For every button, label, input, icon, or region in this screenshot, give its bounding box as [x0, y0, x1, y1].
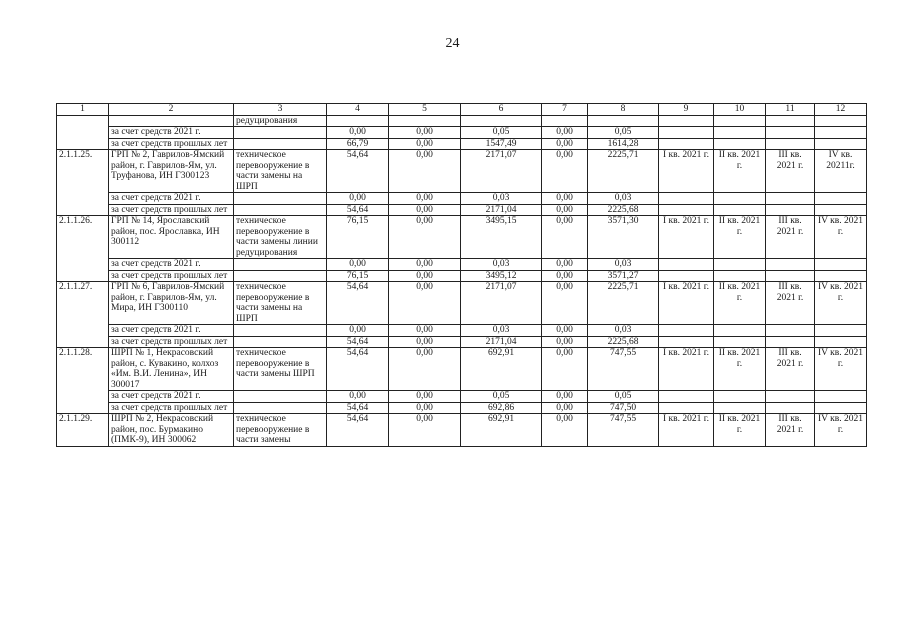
- value-v6: 0,05: [461, 127, 542, 139]
- quarter-q11: III кв. 2021 г.: [766, 150, 815, 193]
- empty-cell: [659, 115, 714, 127]
- empty-cell: [714, 193, 766, 205]
- empty-cell: [714, 336, 766, 348]
- empty-cell: [659, 193, 714, 205]
- value-v5: 0,00: [389, 193, 461, 205]
- quarter-q10: II кв. 2021 г.: [714, 216, 766, 259]
- work-description: техническое перевооружение в части замены линии редуцирования: [234, 216, 327, 259]
- value-v4: 54,64: [327, 204, 389, 216]
- quarter-q11: III кв. 2021 г.: [766, 282, 815, 325]
- value-v5: 0,00: [389, 325, 461, 337]
- empty-cell: [766, 138, 815, 150]
- investment-table: [56, 103, 867, 447]
- value-v8: 2225,71: [588, 150, 659, 193]
- empty-cell: [766, 259, 815, 271]
- value-v4: 54,64: [327, 414, 389, 447]
- value-v5: 0,00: [389, 348, 461, 391]
- funding-label: за счет средств 2021 г.: [109, 193, 234, 205]
- funding-row: [57, 336, 867, 348]
- empty-cell: [659, 336, 714, 348]
- empty-cell: [234, 259, 327, 271]
- empty-cell: [714, 138, 766, 150]
- empty-cell: [766, 336, 815, 348]
- col-header-11: 11: [766, 104, 815, 116]
- item-name-cell: [109, 115, 234, 127]
- item-row: [57, 216, 867, 259]
- value-v5: 0,00: [389, 138, 461, 150]
- empty-cell: [815, 325, 867, 337]
- value-v4: 54,64: [327, 402, 389, 414]
- value-v8: 0,03: [588, 325, 659, 337]
- value-v8: 2225,71: [588, 282, 659, 325]
- value-v8: 2225,68: [588, 336, 659, 348]
- quarter-q9: I кв. 2021 г.: [659, 150, 714, 193]
- empty-cell: [766, 115, 815, 127]
- value-v7: 0,00: [542, 216, 588, 259]
- empty-cell: [234, 127, 327, 139]
- value-v8: 0,05: [588, 127, 659, 139]
- item-id: 2.1.1.26.: [57, 216, 109, 282]
- item-row: [57, 348, 867, 391]
- quarter-q12: IV кв. 2021 г.: [815, 282, 867, 325]
- funding-row: [57, 204, 867, 216]
- quarter-q12: IV кв. 2021 г.: [815, 216, 867, 259]
- quarter-q10: II кв. 2021 г.: [714, 414, 766, 447]
- work-description: техническое перевооружение в части замены на ШРП: [234, 150, 327, 193]
- value-v4: 0,00: [327, 391, 389, 403]
- col-header-2: 2: [109, 104, 234, 116]
- empty-cell: [234, 391, 327, 403]
- value-v7: 0,00: [542, 150, 588, 193]
- value-v5: 0,00: [389, 391, 461, 403]
- value-v7: 0,00: [542, 193, 588, 205]
- empty-cell: [815, 402, 867, 414]
- empty-cell: [234, 270, 327, 282]
- empty-cell: [815, 193, 867, 205]
- empty-cell: [815, 391, 867, 403]
- value-v8: 1614,28: [588, 138, 659, 150]
- table-body: [57, 104, 867, 447]
- funding-row: [57, 325, 867, 337]
- empty-cell: [714, 270, 766, 282]
- col-header-6: 6: [461, 104, 542, 116]
- work-description: техническое перевооружение в части замены: [234, 414, 327, 447]
- value-v5: 0,00: [389, 127, 461, 139]
- empty-cell: [714, 325, 766, 337]
- quarter-q11: III кв. 2021 г.: [766, 348, 815, 391]
- value-v4: 0,00: [327, 193, 389, 205]
- empty-cell: [766, 391, 815, 403]
- value-v7: 0,00: [542, 391, 588, 403]
- empty-cell: [815, 127, 867, 139]
- funding-label: за счет средств прошлых лет: [109, 138, 234, 150]
- value-v8: 0,03: [588, 193, 659, 205]
- empty-cell: [234, 336, 327, 348]
- value-v6: 692,86: [461, 402, 542, 414]
- funding-label: за счет средств 2021 г.: [109, 391, 234, 403]
- item-id-cell: [57, 115, 109, 150]
- empty-cell: [714, 127, 766, 139]
- empty-cell: [659, 270, 714, 282]
- value-v4: 76,15: [327, 216, 389, 259]
- value-v4: 54,64: [327, 348, 389, 391]
- empty-cell: [766, 270, 815, 282]
- item-id: 2.1.1.29.: [57, 414, 109, 447]
- value-v6: 3495,12: [461, 270, 542, 282]
- item-name: ГРП № 6, Гаврилов-Ямский район, г. Гаврилов-Ям, ул. Мира, ИН Г300110: [109, 282, 234, 325]
- empty-cell: [766, 127, 815, 139]
- empty-cell: [588, 115, 659, 127]
- quarter-q12: IV кв. 2021 г.: [815, 414, 867, 447]
- empty-cell: [714, 402, 766, 414]
- value-v6: 2171,04: [461, 336, 542, 348]
- col-header-8: 8: [588, 104, 659, 116]
- empty-cell: [659, 204, 714, 216]
- value-v5: 0,00: [389, 204, 461, 216]
- value-v6: 0,03: [461, 325, 542, 337]
- col-header-3: 3: [234, 104, 327, 116]
- empty-cell: [234, 204, 327, 216]
- empty-cell: [234, 325, 327, 337]
- value-v7: 0,00: [542, 204, 588, 216]
- value-v5: 0,00: [389, 414, 461, 447]
- item-row: [57, 150, 867, 193]
- value-v7: 0,00: [542, 282, 588, 325]
- empty-cell: [659, 138, 714, 150]
- funding-label: за счет средств 2021 г.: [109, 127, 234, 139]
- value-v8: 3571,27: [588, 270, 659, 282]
- value-v7: 0,00: [542, 336, 588, 348]
- funding-row: [57, 127, 867, 139]
- value-v7: 0,00: [542, 414, 588, 447]
- value-v5: 0,00: [389, 150, 461, 193]
- value-v7: 0,00: [542, 270, 588, 282]
- empty-cell: [766, 325, 815, 337]
- item-id: 2.1.1.25.: [57, 150, 109, 216]
- empty-cell: [234, 193, 327, 205]
- item-row: [57, 414, 867, 447]
- empty-cell: [389, 115, 461, 127]
- value-v5: 0,00: [389, 216, 461, 259]
- value-v4: 54,64: [327, 282, 389, 325]
- item-name: ШРП № 1, Некрасовский район, с. Кувакино, колхоз «Им. В.И. Ленина», ИН 300017: [109, 348, 234, 391]
- item-id: 2.1.1.27.: [57, 282, 109, 348]
- funding-label: за счет средств прошлых лет: [109, 336, 234, 348]
- value-v6: 2171,07: [461, 150, 542, 193]
- quarter-q10: II кв. 2021 г.: [714, 150, 766, 193]
- value-v6: 3495,15: [461, 216, 542, 259]
- empty-cell: [766, 204, 815, 216]
- empty-cell: [815, 336, 867, 348]
- funding-row: [57, 391, 867, 403]
- value-v8: 2225,68: [588, 204, 659, 216]
- empty-cell: [234, 402, 327, 414]
- empty-cell: [815, 115, 867, 127]
- value-v4: 54,64: [327, 336, 389, 348]
- quarter-q9: I кв. 2021 г.: [659, 216, 714, 259]
- funding-row: [57, 402, 867, 414]
- quarter-q11: III кв. 2021 г.: [766, 414, 815, 447]
- quarter-q10: II кв. 2021 г.: [714, 348, 766, 391]
- col-header-4: 4: [327, 104, 389, 116]
- carry-over-row: [57, 115, 867, 127]
- empty-cell: [659, 402, 714, 414]
- value-v5: 0,00: [389, 270, 461, 282]
- col-header-5: 5: [389, 104, 461, 116]
- work-description: техническое перевооружение в части замены ШРП: [234, 348, 327, 391]
- value-v7: 0,00: [542, 138, 588, 150]
- work-description: техническое перевооружение в части замены на ШРП: [234, 282, 327, 325]
- value-v4: 54,64: [327, 150, 389, 193]
- value-v7: 0,00: [542, 259, 588, 271]
- quarter-q12: IV кв. 20211г.: [815, 150, 867, 193]
- value-v8: 747,50: [588, 402, 659, 414]
- value-v8: 0,03: [588, 259, 659, 271]
- item-row: [57, 282, 867, 325]
- item-name: ШРП № 2, Некрасовский район, пос. Бурмакино (ПМК-9), ИН 300062: [109, 414, 234, 447]
- empty-cell: [766, 402, 815, 414]
- value-v5: 0,00: [389, 336, 461, 348]
- value-v4: 76,15: [327, 270, 389, 282]
- empty-cell: [714, 204, 766, 216]
- value-v7: 0,00: [542, 402, 588, 414]
- empty-cell: [714, 115, 766, 127]
- empty-cell: [815, 204, 867, 216]
- value-v6: 1547,49: [461, 138, 542, 150]
- value-v7: 0,00: [542, 348, 588, 391]
- funding-row: [57, 138, 867, 150]
- value-v6: 0,05: [461, 391, 542, 403]
- quarter-q10: II кв. 2021 г.: [714, 282, 766, 325]
- value-v6: 0,03: [461, 193, 542, 205]
- value-v8: 747,55: [588, 414, 659, 447]
- value-v6: 0,03: [461, 259, 542, 271]
- quarter-q11: III кв. 2021 г.: [766, 216, 815, 259]
- value-v5: 0,00: [389, 402, 461, 414]
- value-v5: 0,00: [389, 259, 461, 271]
- funding-label: за счет средств прошлых лет: [109, 204, 234, 216]
- funding-label: за счет средств 2021 г.: [109, 325, 234, 337]
- empty-cell: [659, 127, 714, 139]
- item-id: 2.1.1.28.: [57, 348, 109, 414]
- value-v5: 0,00: [389, 282, 461, 325]
- quarter-q12: IV кв. 2021 г.: [815, 348, 867, 391]
- work-description: редуцирования: [234, 115, 327, 127]
- value-v7: 0,00: [542, 325, 588, 337]
- empty-cell: [815, 259, 867, 271]
- page-number: 24: [445, 36, 460, 51]
- value-v8: 0,05: [588, 391, 659, 403]
- empty-cell: [234, 138, 327, 150]
- quarter-q9: I кв. 2021 г.: [659, 414, 714, 447]
- empty-cell: [815, 270, 867, 282]
- funding-label: за счет средств прошлых лет: [109, 402, 234, 414]
- empty-cell: [461, 115, 542, 127]
- value-v7: 0,00: [542, 127, 588, 139]
- funding-label: за счет средств 2021 г.: [109, 259, 234, 271]
- col-header-1: 1: [57, 104, 109, 116]
- value-v4: 0,00: [327, 325, 389, 337]
- value-v6: 2171,07: [461, 282, 542, 325]
- value-v4: 66,79: [327, 138, 389, 150]
- value-v8: 3571,30: [588, 216, 659, 259]
- empty-cell: [659, 259, 714, 271]
- value-v4: 0,00: [327, 259, 389, 271]
- col-header-12: 12: [815, 104, 867, 116]
- empty-cell: [714, 391, 766, 403]
- quarter-q9: I кв. 2021 г.: [659, 348, 714, 391]
- funding-label: за счет средств прошлых лет: [109, 270, 234, 282]
- value-v4: 0,00: [327, 127, 389, 139]
- empty-cell: [714, 259, 766, 271]
- quarter-q9: I кв. 2021 г.: [659, 282, 714, 325]
- value-v8: 747,55: [588, 348, 659, 391]
- empty-cell: [327, 115, 389, 127]
- item-name: ГРП № 2, Гаврилов-Ямский район, г. Гаврилов-Ям, ул. Труфанова, ИН Г300123: [109, 150, 234, 193]
- column-header-row: [57, 104, 867, 116]
- value-v6: 692,91: [461, 414, 542, 447]
- funding-row: [57, 270, 867, 282]
- empty-cell: [659, 391, 714, 403]
- empty-cell: [815, 138, 867, 150]
- funding-row: [57, 259, 867, 271]
- value-v6: 692,91: [461, 348, 542, 391]
- funding-row: [57, 193, 867, 205]
- empty-cell: [659, 325, 714, 337]
- col-header-7: 7: [542, 104, 588, 116]
- item-name: ГРП № 14, Ярославский район, пос. Ярославка, ИН 300112: [109, 216, 234, 259]
- col-header-10: 10: [714, 104, 766, 116]
- col-header-9: 9: [659, 104, 714, 116]
- empty-cell: [542, 115, 588, 127]
- value-v6: 2171,04: [461, 204, 542, 216]
- empty-cell: [766, 193, 815, 205]
